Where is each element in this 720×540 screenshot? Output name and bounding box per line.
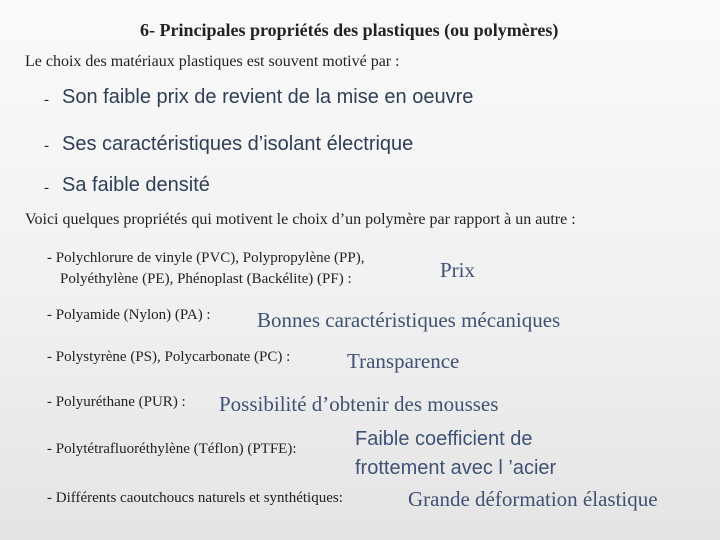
polymer-item-polystyrene: - Polystyrène (PS), Polycarbonate (PC) :	[47, 349, 291, 365]
intro-text: Le choix des matériaux plastiques est souvent motivé par :	[25, 53, 400, 70]
property-price: Prix	[440, 258, 476, 282]
polymer-item-rubber: - Différents caoutchoucs naturels et synthétiques:	[47, 490, 343, 506]
bullet-text-insulator: Ses caractéristiques d’isolant électrique	[62, 133, 414, 155]
voici-text: Voici quelques propriétés qui motivent le choix d’un polymère par rapport à un autre :	[25, 211, 576, 228]
property-mechanical: Bonnes caractéristiques mécaniques	[257, 308, 561, 332]
bullet-marker: -	[44, 180, 49, 196]
polymer-item-ptfe: - Polytétrafluoréthylène (Téflon) (PTFE):	[47, 441, 297, 457]
slide-title: 6- Principales propriétés des plastiques (ou polymères)	[140, 20, 559, 40]
bullet-text-price: Son faible prix de revient de la mise en oeuvre	[62, 86, 474, 108]
bullet-marker: -	[44, 138, 49, 154]
property-foams: Possibilité d’obtenir des mousses	[219, 392, 499, 416]
property-friction-line1: Faible coefficient de	[355, 428, 533, 450]
polymer-item-polyurethane: - Polyuréthane (PUR) :	[47, 394, 186, 410]
bullet-marker: -	[44, 92, 49, 108]
property-transparency: Transparence	[347, 349, 460, 373]
bullet-text-density: Sa faible densité	[62, 174, 210, 196]
polymer-item-pvc-line2: Polyéthylène (PE), Phénoplast (Backélite) (PF) :	[60, 271, 352, 287]
property-friction-line2: frottement avec l ’acier	[355, 457, 557, 479]
polymer-item-polyamide: - Polyamide (Nylon) (PA) :	[47, 307, 211, 323]
property-elastic: Grande déformation élastique	[408, 487, 658, 511]
polymer-item-pvc: - Polychlorure de vinyle (PVC), Polypropylène (PP),	[47, 250, 365, 266]
